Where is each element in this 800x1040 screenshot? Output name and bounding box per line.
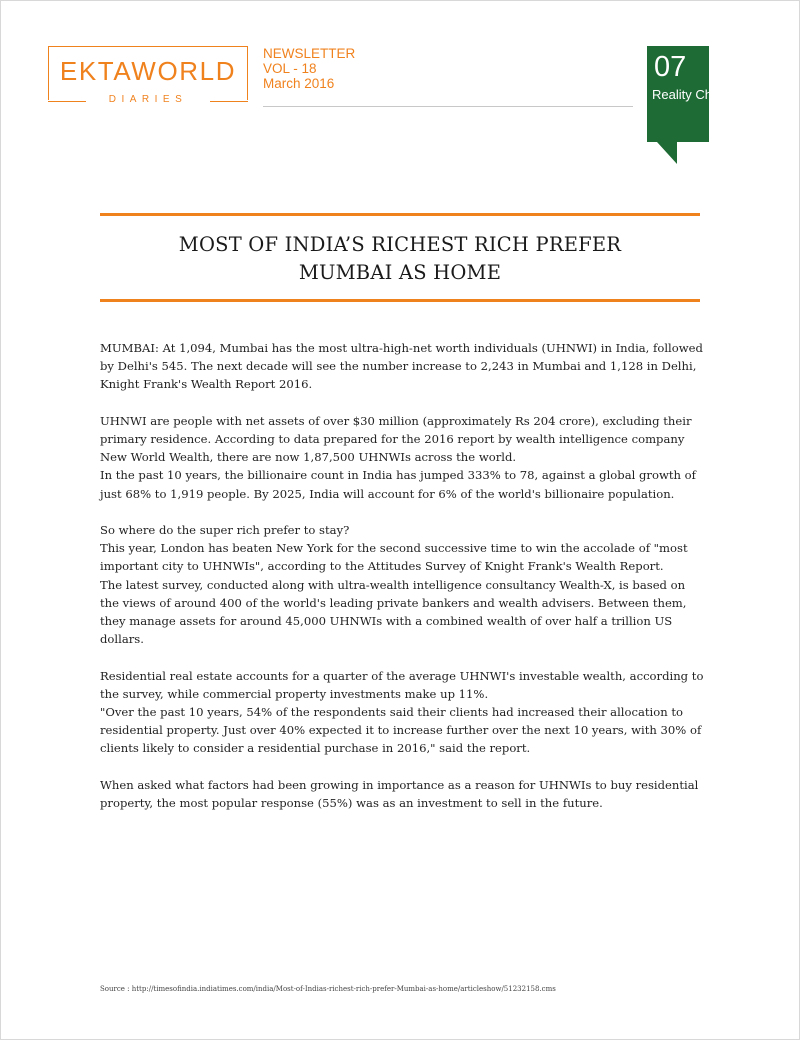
article-body — [100, 339, 705, 830]
section-label: Reality Check — [652, 87, 733, 102]
article-title-line: MUMBAI AS HOME — [298, 261, 502, 284]
title-top-rule — [100, 213, 700, 216]
header-divider — [263, 106, 633, 107]
paragraph — [100, 667, 705, 758]
paragraph-text: The latest survey, conducted along with ultra-wealth intelligence consultancy Wealth-X, is based on the views of around 400 of the world's leading private bankers and wealth advisers. Between them, they manage assets for around 45,000 UHNWIs with a combined wealth of over half a trillion US dollars. — [100, 577, 687, 647]
newsletter-date: March 2016 — [263, 76, 335, 91]
article-title-line: MOST OF INDIA’S RICHEST RICH PREFER — [178, 233, 622, 256]
newsletter-label: NEWSLETTER — [263, 46, 356, 61]
newsletter-info — [263, 46, 355, 91]
paragraph-text: This year, London has beaten New York for the second successive time to win the accolade of "most important city to UHNWIs", according to the Attitudes Survey of Knight Frank's Wealth Report. — [100, 541, 688, 574]
logo-subtitle: DIARIES — [108, 94, 188, 105]
source-citation: Source : http://timesofindia.indiatimes.com/india/Most-of-Indias-richest-rich-prefer-Mumbai-as-home/articleshow/51232158.cms — [100, 985, 556, 993]
article-title — [100, 231, 700, 287]
paragraph-text: When asked what factors had been growing in importance as a reason for UHNWIs to buy residential property, the most popular response (55%) was as an investment to sell in the future. — [100, 777, 699, 811]
paragraph — [100, 521, 705, 648]
paragraph-text: Residential real estate accounts for a quarter of the average UHNWI's investable wealth, according to the survey, while commercial property investments make up 11%. — [100, 668, 704, 701]
paragraph-text: So where do the super rich prefer to stay? — [100, 523, 350, 537]
paragraph-text: In the past 10 years, the billionaire count in India has jumped 333% to 78, against a global growth of just 68% to 1,919 people. By 2025, India will account for 6% of the world's billionaire population. — [100, 468, 696, 501]
paragraph — [100, 412, 705, 503]
paragraph-text: MUMBAI: At 1,094, Mumbai has the most ultra-high-net worth individuals (UHNWI) in India, followed by Delhi's 545. The next decade will see the number increase to 2,243 in Mumbai and 1,128 in Delhi, Knight Frank's Wealth Report 2016. — [100, 341, 703, 392]
paragraph-text: "Over the past 10 years, 54% of the respondents said their clients had increased their allocation to residential property. Just over 40% expected it to increase further over the next 10 years, with 30% of clients likely to consider a residential purchase in 2016," said the report. — [100, 705, 702, 756]
section-number: 07 — [654, 51, 687, 83]
newsletter-volume: VOL - 18 — [263, 61, 317, 76]
logo-wordmark: EKTAWORLD — [59, 56, 237, 86]
paragraph — [100, 339, 705, 394]
logo-frame-bottom-right — [210, 101, 248, 102]
logo-frame-bottom-left — [48, 101, 86, 102]
paragraph-text: UHNWI are people with net assets of over $30 million (approximately Rs 204 crore), excluding their primary residence. According to data prepared for the 2016 report by wealth intelligence company New World Wealth, there are now 1,87,500 UHNWIs across the world. — [100, 413, 692, 465]
paragraph — [100, 776, 705, 812]
title-bottom-rule — [100, 299, 700, 302]
